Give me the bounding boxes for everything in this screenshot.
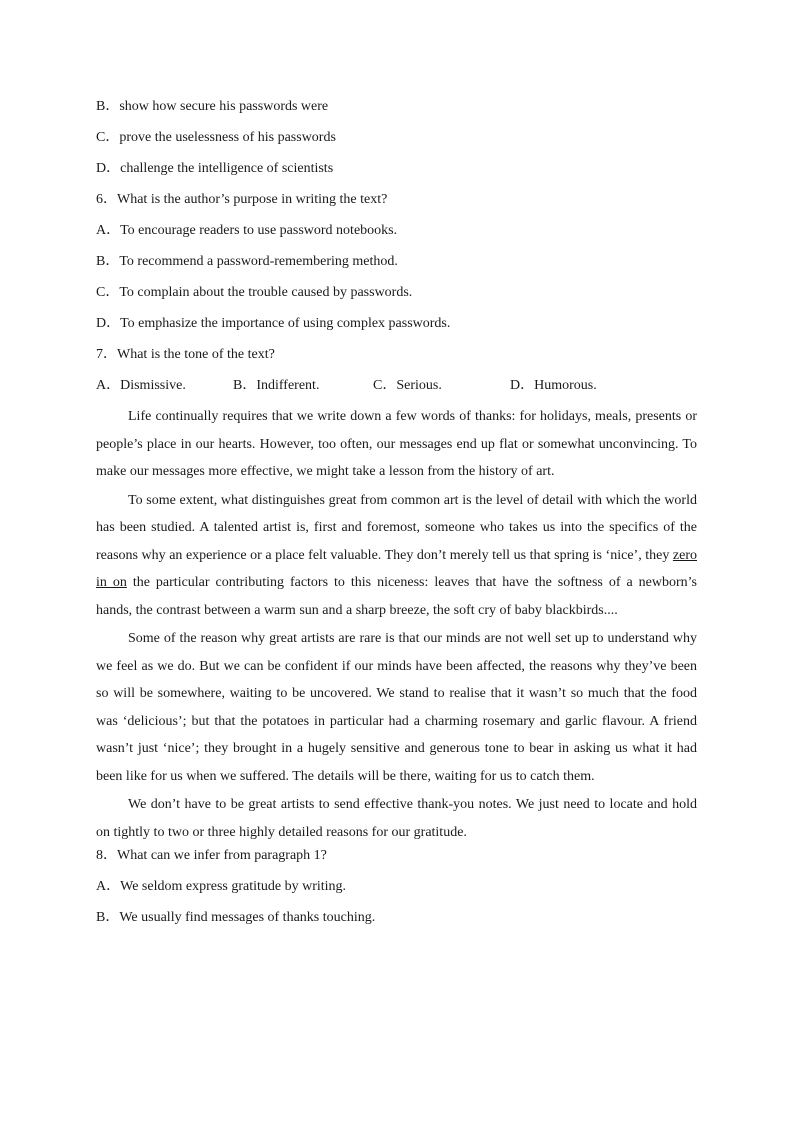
q7-option-c: C．Serious. xyxy=(373,378,442,393)
q8-option-a: A．We seldom express gratitude by writing. xyxy=(96,879,347,894)
q7-options xyxy=(96,375,697,403)
q5-option-d: D．challenge the intelligence of scientists xyxy=(96,161,334,176)
passage-paragraph-2 xyxy=(96,487,697,625)
q6-option-d: D．To emphasize the importance of using complex passwords. xyxy=(96,316,451,331)
q8-option-b: B．We usually find messages of thanks touching. xyxy=(96,910,376,925)
exam-page xyxy=(96,96,697,938)
passage-paragraph-3: Some of the reason why great artists are rare is that our minds are not well set up to understand why we feel as we do. But we can be confident if our minds have been affected, the reasons why they’ve been so will be somewhere, waiting to be uncovered. We stand to realise that it wasn’t so much that the food was ‘delicious’; but that the potatoes in particular had a charming rosemary and garlic flavour. A friend wasn’t just ‘nice’; they brought in a hugely sensitive and generous tone to bear in asking us what it had been like for us when we suffered. The details will be there, waiting for us to catch them. xyxy=(96,631,697,784)
q6-option-a: A．To encourage readers to use password notebooks. xyxy=(96,223,398,238)
q5-option-c: C．prove the uselessness of his passwords xyxy=(96,130,336,145)
q8-question: 8．What can we infer from paragraph 1? xyxy=(96,848,327,863)
q7-option-d: D．Humorous. xyxy=(510,378,597,393)
paragraph-2-text-start: To some extent, what distinguishes great from common art is the level of detail with which the world has been studied. A talented artist is, first and foremost, someone who takes us into the specifics of the reasons why an experience or a place felt valuable. They don’t merely tell us that spring is ‘nice’, they xyxy=(96,492,697,563)
q6-option-c: C．To complain about the trouble caused by passwords. xyxy=(96,285,413,300)
q5-option-b: B．show how secure his passwords were xyxy=(96,99,329,114)
q7-question: 7．What is the tone of the text? xyxy=(96,347,275,362)
paragraph-2-text-end: the particular contributing factors to this niceness: leaves that have the softness of a newborn’s hands, the contrast between a warm sun and a sharp breeze, the soft cry of baby blackbirds.... xyxy=(96,575,698,618)
q6-option-b: B．To recommend a password-remembering method. xyxy=(96,254,398,269)
passage-paragraph-4: We don’t have to be great artists to send effective thank-you notes. We just need to locate and hold on tightly to two or three highly detailed reasons for our gratitude. xyxy=(96,797,697,840)
q6-question: 6．What is the author’s purpose in writing the text? xyxy=(96,192,388,207)
q7-option-a: A．Dismissive. xyxy=(96,378,186,393)
underlined-phrase: zero in on xyxy=(96,547,697,590)
passage-paragraph-1: Life continually requires that we write down a few words of thanks: for holidays, meals, presents or people’s place in our hearts. However, too often, our messages end up flat or somewhat unconvincing. To make our messages more effective, we might take a lesson from the history of art. xyxy=(96,409,697,479)
q7-option-b: B．Indifferent. xyxy=(233,378,320,393)
